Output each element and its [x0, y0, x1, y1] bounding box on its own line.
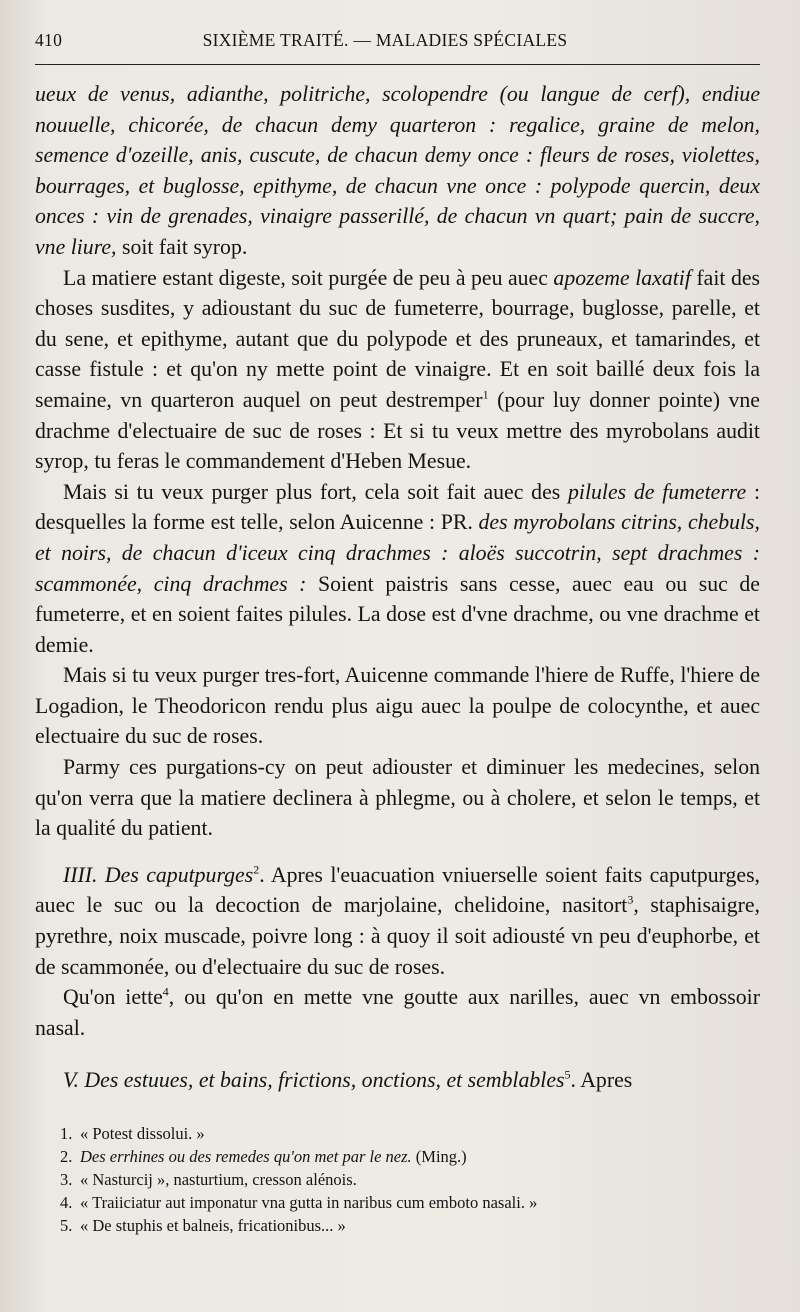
footnote-text: « Potest dissolui. »: [80, 1124, 205, 1143]
paragraph: [35, 79, 760, 263]
footnote-ref[interactable]: 4: [162, 984, 169, 999]
footnote-text: « Nasturcij », nasturtium, cresson alénois.: [80, 1170, 357, 1189]
text-run: . Apres: [570, 1068, 633, 1093]
footnote-number: 5.: [60, 1216, 73, 1235]
italic-text: apozeme laxatif: [553, 265, 691, 290]
footnote-tail: (Ming.): [411, 1147, 467, 1166]
italic-text: ueux de venus, adianthe, politriche, scolopendre (ou langue de cerf), endiue nouuelle, chicorée, de chacun demy quarteron : regalice, graine de melon, semence d'ozeille, anis, cuscute, de chacun demy once : fleurs de roses, violettes, bourrages, et buglosse, epithyme, de chacun vne once : polypode quercin, deux onces : vin de grenades, vinaigre passerillé, de chacun vn quart; pain de succre, vne liure,: [35, 82, 760, 259]
paragraph: [35, 1065, 760, 1096]
header-rule: [35, 64, 760, 65]
text-run: , ou qu'on en mette vne goutte aux narilles, auec vn embossoir nasal.: [35, 985, 760, 1040]
paragraph: Mais si tu veux purger tres-fort, Auicenne commande l'hiere de Ruffe, l'hiere de Logadion, le Theodoricon rendu plus aigu auec la poulpe de colocynthe, et auec electuaire du suc de roses.: [35, 663, 760, 749]
page-number: 410: [35, 30, 63, 50]
paragraph: Parmy ces purgations-cy on peut adiouster et diminuer les medecines, selon qu'on verra que la matiere declinera à phlegme, ou à cholere, et selon le temps, et la qualité du patient.: [35, 755, 760, 841]
section-heading: IIII. Des caputpurges: [63, 862, 254, 887]
page-header: [35, 30, 760, 60]
text-run: Soient paistris sans cesse, auec eau ou suc de fumeterre, et en soient faites pilules. La dose est d'vne drachme, ou vne drachme et demie.: [35, 571, 760, 657]
footnote-ref[interactable]: 3: [627, 893, 634, 908]
text-run: Mais si tu veux purger plus fort, cela soit fait auec des: [63, 479, 568, 504]
main-text: [35, 79, 760, 1096]
paragraph: [35, 860, 760, 982]
text-run: Qu'on iette: [63, 985, 163, 1010]
footnote-number: 4.: [60, 1193, 73, 1212]
footnote-number: 2.: [60, 1147, 73, 1166]
footnote-1: [60, 1122, 760, 1145]
text-run: , staphisaigre, pyrethre, noix muscade, poivre long : à quoy il soit adiousté vn peu d'euphorbe, et de scammonée, ou d'electuaire du suc de roses.: [35, 893, 760, 979]
running-title: SIXIÈME TRAITÉ. — MALADIES SPÉCIALES: [202, 30, 568, 50]
footnote-number: 1.: [60, 1124, 73, 1143]
footnote-text: « De stuphis et balneis, fricationibus... »: [80, 1216, 346, 1235]
footnote-2: [60, 1145, 760, 1168]
footnote-4: [60, 1191, 760, 1214]
footnote-3: [60, 1168, 760, 1191]
footnote-ref[interactable]: 1: [482, 387, 489, 402]
text-run: : desquelles la forme est telle, selon Auicenne : PR.: [35, 479, 760, 535]
italic-text: des myrobolans citrins, chebuls, et noirs, de chacun d'iceux cinq drachmes : aloës succotrin, sept drachmes : scammonée, cinq drachmes :: [35, 510, 760, 596]
paragraph: [35, 263, 760, 477]
text-run: fait des choses susdites, y adioustant du suc de fumeterre, bourrage, buglosse, parelle, et du sene, et epithyme, autant que du polypode et des pruneaux, et tamarindes, et casse fistule : et qu'on ny mette point de vinaigre. Et en soit baillé deux fois la semaine, vn quarteron auquel on peut destremper: [35, 265, 760, 412]
paragraph: [35, 982, 760, 1043]
text-run: soit fait syrop.: [116, 234, 248, 259]
footnote-ref[interactable]: 5: [564, 1068, 571, 1083]
footnote-text: Des errhines ou des remedes qu'on met par le nez.: [80, 1147, 412, 1166]
footnote-number: 3.: [60, 1170, 73, 1189]
italic-text: pilules de fumeterre: [568, 479, 747, 504]
text-run: La matiere estant digeste, soit purgée de peu à peu auec: [63, 265, 554, 290]
footnote-text: « Traiiciatur aut imponatur vna gutta in naribus cum emboto nasali. »: [80, 1193, 538, 1212]
section-heading: V. Des estuues, et bains, frictions, onctions, et semblables: [63, 1068, 565, 1093]
paragraph: [35, 477, 760, 661]
text-run: (pour luy donner pointe) vne drachme d'electuaire de suc de roses : Et si tu veux mettre des myrobolans audit syrop, tu feras le commandement d'Heben Mesue.: [35, 387, 760, 474]
footnote-5: [60, 1214, 760, 1237]
footnotes: [35, 1122, 760, 1237]
text-run: . Apres l'euacuation vniuerselle soient faits caputpurges, auec le suc ou la decoction de marjolaine, chelidoine, nasitort: [35, 862, 760, 918]
footnote-ref[interactable]: 2: [253, 862, 260, 877]
